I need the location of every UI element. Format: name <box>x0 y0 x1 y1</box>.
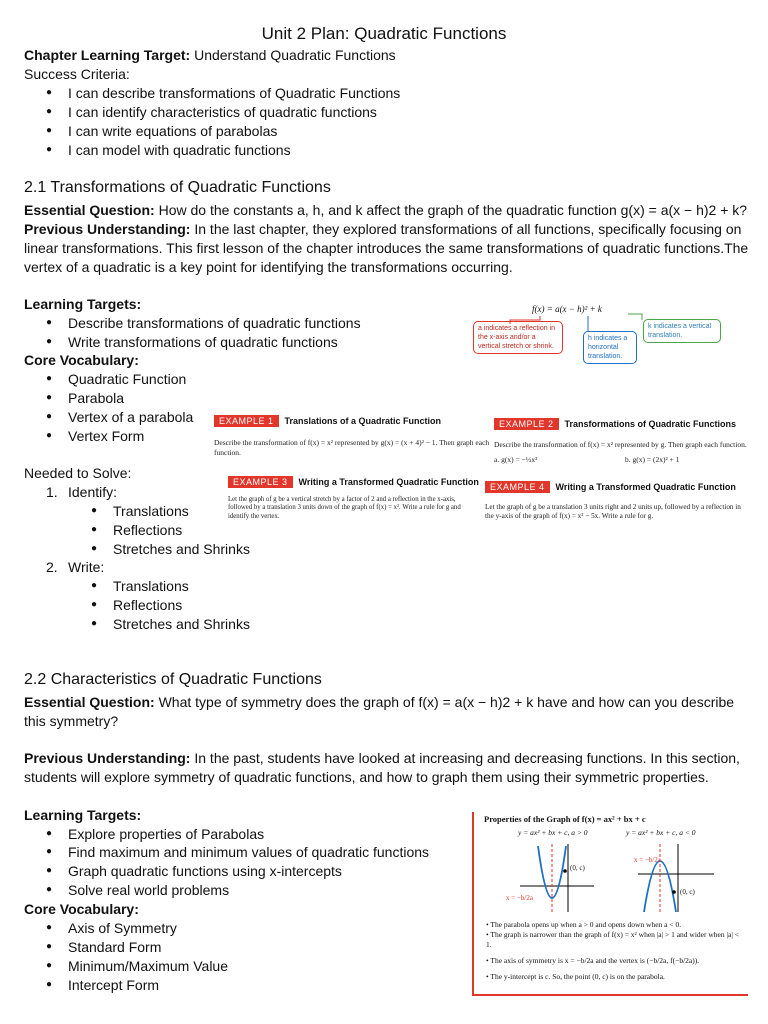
callout-k: k indicates a vertical translation. <box>643 319 721 343</box>
core-vocabulary-label: Core Vocabulary: <box>24 901 139 917</box>
upward-parabola-graph <box>514 840 598 914</box>
pu-line: vertex of a quadratic is a key point for identifying the transformations occurring. <box>24 259 513 275</box>
criteria-item: ● I can describe transformations of Quadratic Functions <box>68 84 400 103</box>
example-1-text: Describe the transformation of f(x) = x² represented by g(x) = (x + 4)² − 1. Then graph each function. <box>214 438 490 457</box>
left-graph-caption: y = ax² + bx + c, a > 0 <box>518 828 588 837</box>
example-2-part-a: a. g(x) = −½x² <box>494 454 538 464</box>
vocab-item: ● Vertex Form <box>68 427 144 446</box>
learning-targets-label: Learning Targets: <box>24 807 142 823</box>
step-number: 1. <box>46 484 58 500</box>
step-label: Identify: <box>68 484 118 500</box>
example-1 <box>214 411 494 457</box>
core-vocabulary-label: Core Vocabulary: <box>24 352 139 368</box>
eq-label: Essential Question: <box>24 694 155 710</box>
target-item: ● Describe transformations of quadratic functions <box>68 314 361 333</box>
criteria-item: ● I can identify characteristics of quadratic functions <box>68 103 377 122</box>
target-item: ● Find maximum and minimum values of quadratic functions <box>68 843 429 862</box>
example-4-title: Writing a Transformed Quadratic Function <box>555 482 736 492</box>
step-label: Write: <box>68 559 105 575</box>
callout-a: a indicates a reflection in the x-axis and/or a vertical stretch or shrink. <box>473 321 563 354</box>
property-text: The parabola opens up when a > 0 and opens down when a < 0. <box>490 920 682 929</box>
example-2-title: Transformations of Quadratic Functions <box>564 419 737 429</box>
step-item: ● Reflections <box>113 596 182 615</box>
example-3 <box>228 472 478 521</box>
vocab-item: ● Standard Form <box>68 938 161 957</box>
right-axis-label: x = −b/2a <box>634 856 661 864</box>
criteria-item: ● I can model with quadratic functions <box>68 141 291 160</box>
target-item: ● Graph quadratic functions using x-intercepts <box>68 862 342 881</box>
previous-understanding-2-2 <box>24 749 740 768</box>
example-4-text: Let the graph of g be a translation 3 units right and 2 units up, followed by a reflection in the y-axis of the graph of f(x) = x² − 5x. Write a rule for g. <box>485 503 741 520</box>
pu-label: Previous Understanding: <box>24 750 191 766</box>
page-title: Unit 2 Plan: Quadratic Functions <box>261 24 507 43</box>
property-text: The graph is narrower than the graph of f(x) = x² when |a| > 1 and wider when |a| < 1. <box>486 930 739 949</box>
needed-to-solve-label: Needed to Solve: <box>24 465 132 481</box>
left-axis-label: x = −b/2a <box>506 894 533 902</box>
criteria-item: ● I can write equations of parabolas <box>68 122 277 141</box>
vocab-item: ● Axis of Symmetry <box>68 919 177 938</box>
example-1-title: Translations of a Quadratic Function <box>284 416 442 426</box>
right-graph-caption: y = ax² + bx + c, a < 0 <box>626 828 696 837</box>
eq-line: this symmetry? <box>24 713 119 729</box>
property-item: • The graph is narrower than the graph of f(x) = x² when |a| > 1 and wider when |a| < 1. <box>486 930 739 949</box>
vocab-item: ● Vertex of a parabola <box>68 408 193 427</box>
pu-line: students will explore symmetry of quadratic functions, and how to graph them using their symmetric properties. <box>24 769 709 785</box>
step-number: 2. <box>46 559 58 575</box>
section-2-1-heading: 2.1 Transformations of Quadratic Functions <box>24 179 331 196</box>
chapter-target-text: Understand Quadratic Functions <box>190 47 396 63</box>
property-item: • The y-intercept is c. So, the point (0, c) is on the parabola. <box>486 972 665 981</box>
learning-targets-label: Learning Targets: <box>24 296 142 312</box>
step-item: ● Reflections <box>113 521 182 540</box>
example-4-tag: EXAMPLE 4 <box>485 481 550 493</box>
pu-text: In the last chapter, they explored transformations of all functions, specifically focusing on <box>190 221 742 237</box>
step-item: ● Stretches and Shrinks <box>113 540 250 559</box>
pu-text: In the past, students have looked at increasing and decreasing functions. In this section, <box>190 750 740 766</box>
properties-list <box>486 920 742 982</box>
example-3-text: Let the graph of g be a vertical stretch by a factor of 2 and a reflection in the x-axis, followed by a translation 3 units down of the graph of f(x) = x². Write a rule for g and identify the vertex. <box>228 496 461 520</box>
vocab-item: ● Parabola <box>68 389 124 408</box>
eq-text: How do the constants a, h, and k affect the graph of the quadratic function g(x) = a(x − h)2 + k? <box>154 202 748 218</box>
section-2-2-heading: 2.2 Characteristics of Quadratic Functions <box>24 671 322 688</box>
pu-line: linear transformations. This first lesson of the chapter introduces the same transformations of quadratic functions.The <box>24 240 749 256</box>
example-2-parts <box>494 455 754 465</box>
example-3-title: Writing a Transformed Quadratic Function <box>298 477 479 487</box>
step-item: ● Stretches and Shrinks <box>113 615 250 634</box>
essential-question-2-2 <box>24 693 734 712</box>
property-text: The y-intercept is c. So, the point (0, c) is on the parabola. <box>490 972 665 981</box>
target-item: ● Explore properties of Parabolas <box>68 825 264 844</box>
example-2-text: Describe the transformation of f(x) = x² represented by g. Then graph each function. <box>494 440 747 449</box>
properties-title: Properties of the Graph of f(x) = ax² + bx + c <box>484 814 646 824</box>
vocab-item: ● Quadratic Function <box>68 370 186 389</box>
eq-label: Essential Question: <box>24 202 155 218</box>
example-1-tag: EXAMPLE 1 <box>214 415 279 427</box>
previous-understanding-2-1 <box>24 220 741 239</box>
right-point-label: (0, c) <box>680 888 695 896</box>
essential-question-2-1 <box>24 201 747 220</box>
vertex-form-figure <box>470 304 720 368</box>
success-criteria-label: Success Criteria: <box>24 66 130 82</box>
target-item: ● Write transformations of quadratic functions <box>68 333 338 352</box>
chapter-target-label: Chapter Learning Target: <box>24 47 191 63</box>
step-item: ● Translations <box>113 502 189 521</box>
pu-label: Previous Understanding: <box>24 221 191 237</box>
vocab-item: ● Minimum/Maximum Value <box>68 957 228 976</box>
property-item: • The axis of symmetry is x = −b/2a and the vertex is (−b/2a, f(−b/2a)). <box>486 956 700 965</box>
example-2 <box>494 414 754 465</box>
chapter-target <box>24 46 396 65</box>
left-point-label: (0, c) <box>570 864 585 872</box>
property-text: The axis of symmetry is x = −b/2a and the vertex is (−b/2a, f(−b/2a)). <box>490 956 700 965</box>
example-4 <box>485 477 750 521</box>
example-2-tag: EXAMPLE 2 <box>494 418 559 430</box>
vocab-item: ● Intercept Form <box>68 976 159 995</box>
property-item: • The parabola opens up when a > 0 and opens down when a < 0. <box>486 920 682 929</box>
eq-text: What type of symmetry does the graph of f(x) = a(x − h)2 + k have and how can you describe <box>154 694 735 710</box>
callout-h: h indicates a horizontal translation. <box>583 331 637 364</box>
example-2-part-b: b. g(x) = (2x)² + 1 <box>625 454 680 464</box>
step-item: ● Translations <box>113 577 189 596</box>
properties-box <box>472 812 748 996</box>
example-3-tag: EXAMPLE 3 <box>228 476 293 488</box>
target-item: ● Solve real world problems <box>68 881 229 900</box>
vertex-form-equation: f(x) = a(x − h)² + k <box>532 304 602 314</box>
downward-parabola-graph <box>634 840 718 914</box>
